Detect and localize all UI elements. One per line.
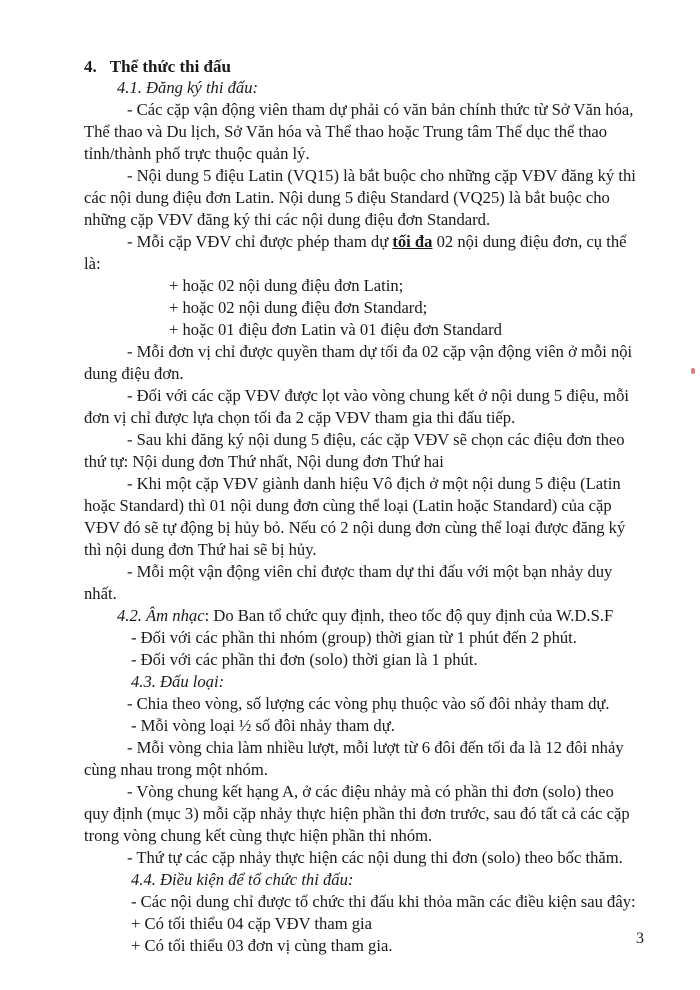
paragraph-line: hoặc Standard) thì 01 nội dung đơn cùng thể loại (Latin hoặc Standard) của cặp <box>84 496 612 515</box>
paragraph-line: - Đối với các phần thi nhóm (group) thời gian từ 1 phút đến 2 phút. <box>131 628 577 647</box>
option-item: + Có tối thiểu 03 đơn vị cùng tham gia. <box>131 936 393 955</box>
paragraph-line: - Sau khi đăng ký nội dung 5 điệu, các cặp VĐV sẽ chọn các điệu đơn theo <box>127 430 625 449</box>
paragraph-line: - Các cặp vận động viên tham dự phải có văn bản chính thức từ Sở Văn hóa, <box>127 100 634 119</box>
paragraph-line: thì nội dung đơn Thứ hai sẽ bị hủy. <box>84 540 317 559</box>
emphasis-text: tối đa <box>392 232 433 251</box>
paragraph-line: - Khi một cặp VĐV giành danh hiệu Vô địch ở một nội dung 5 điệu (Latin <box>127 474 621 493</box>
paragraph-line: nhất. <box>84 584 117 603</box>
paragraph-line: các nội dung điệu đơn Latin. Nội dung 5 điệu Standard (VQ25) là bắt buộc cho <box>84 188 610 207</box>
section-title: Thể thức thi đấu <box>109 57 231 76</box>
subsection-title-4-1: 4.1. Đăng ký thi đấu: <box>117 78 259 97</box>
paragraph-line: cùng nhau trong một nhóm. <box>84 760 268 779</box>
paragraph-line: VĐV đó sẽ tự động bị hủy bỏ. Nếu có 2 nội dung đơn cùng thể loại được đăng ký <box>84 518 626 537</box>
text-run: - Mỗi cặp VĐV chỉ được phép tham dự <box>127 232 393 251</box>
paragraph-line: những cặp VĐV đăng ký thi các nội dung điệu đơn Standard. <box>84 210 491 229</box>
paragraph-line: - Các nội dung chỉ được tổ chức thi đấu khi thỏa mãn các điều kiện sau đây: <box>131 892 636 911</box>
paragraph-line: - Mỗi một vận động viên chỉ được tham dự thi đấu với một bạn nhảy duy <box>127 562 613 581</box>
option-item: + hoặc 02 nội dung điệu đơn Standard; <box>169 298 428 317</box>
paragraph-line: - Chia theo vòng, số lượng các vòng phụ thuộc vào số đôi nhảy tham dự. <box>127 694 610 713</box>
paragraph-line: dung điệu đơn. <box>84 364 184 383</box>
option-item: + hoặc 01 điệu đơn Latin và 01 điệu đơn Standard <box>169 320 502 339</box>
paragraph-line: tỉnh/thành phố trực thuộc quản lý. <box>84 144 310 163</box>
paragraph-line: - Mỗi vòng chia làm nhiều lượt, mỗi lượt từ 6 đôi đến tối đa là 12 đôi nhảy <box>127 738 624 757</box>
paragraph-line: - Mỗi đơn vị chỉ được quyền tham dự tối đa 02 cặp vận động viên ở mỗi nội <box>127 342 633 361</box>
paragraph-line: - Nội dung 5 điệu Latin (VQ15) là bắt buộc cho những cặp VĐV đăng ký thi <box>127 166 636 185</box>
margin-mark <box>691 368 695 374</box>
subsection-title-4-4: 4.4. Điều kiện để tổ chức thi đấu: <box>131 870 354 889</box>
paragraph-line: quy định (mục 3) mỗi cặp nhảy thực hiện phần thi đơn trước, sau đó tất cả các cặp <box>84 804 630 823</box>
subsection-4-2 <box>117 606 613 626</box>
page-number: 3 <box>636 930 644 947</box>
paragraph-line: là: <box>84 254 101 273</box>
paragraph-line: - Đối với các cặp VĐV được lọt vào vòng chung kết ở nội dung 5 điệu, mỗi <box>127 386 630 405</box>
option-item: + hoặc 02 nội dung điệu đơn Latin; <box>169 276 404 295</box>
option-item: + Có tối thiểu 04 cặp VĐV tham gia <box>131 914 373 933</box>
text-run: 02 nội dung điệu đơn, cụ thể <box>432 232 627 251</box>
paragraph-line: thứ tự: Nội dung đơn Thứ nhất, Nội dung đơn Thứ hai <box>84 452 444 471</box>
text-run: : Do Ban tổ chức quy định, theo tốc độ quy định của W.D.S.F <box>204 606 614 625</box>
paragraph-line: trong vòng chung kết cùng thực hiện phần thi nhóm. <box>84 826 433 845</box>
paragraph-line: đơn vị chỉ được lựa chọn tối đa 2 cặp VĐV tham gia thi đấu tiếp. <box>84 408 516 427</box>
subsection-title-4-2: 4.2. Âm nhạc <box>117 606 205 625</box>
paragraph-line: Thể thao và Du lịch, Sở Văn hóa và Thể thao hoặc Trung tâm Thể dục thể thao <box>84 122 608 141</box>
paragraph-line: - Thứ tự các cặp nhảy thực hiện các nội dung thi đơn (solo) theo bốc thăm. <box>127 848 623 867</box>
subsection-title-4-3: 4.3. Đấu loại: <box>131 672 225 691</box>
paragraph-line: - Vòng chung kết hạng A, ở các điệu nhảy mà có phần thi đơn (solo) theo <box>127 782 614 801</box>
section-heading <box>84 57 231 77</box>
section-number: 4. <box>84 57 97 76</box>
paragraph-line: - Đối với các phần thi đơn (solo) thời gian là 1 phút. <box>131 650 478 669</box>
paragraph-line <box>127 232 627 252</box>
paragraph-line: - Mỗi vòng loại ½ số đôi nhảy tham dự. <box>131 716 395 735</box>
